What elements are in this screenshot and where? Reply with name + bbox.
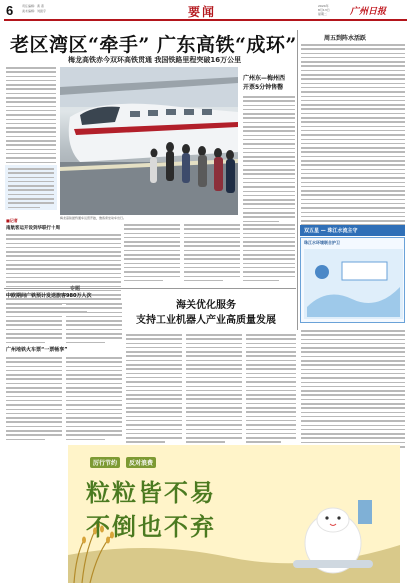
feature-text-2 <box>186 334 242 446</box>
left-column-text <box>6 67 56 174</box>
bottom-story1-title: 中欧期间广铁预计发送旅客980万人次 <box>6 293 92 299</box>
frugality-poster <box>68 445 400 583</box>
guard-box <box>300 237 405 323</box>
newspaper-logo: 广州日报 <box>350 7 387 17</box>
right-column-text <box>301 44 405 237</box>
poster-tags <box>90 457 156 468</box>
bottom-story2-text-b <box>66 357 122 443</box>
poster-slogan-line1: 粒粒皆不易 <box>86 478 216 507</box>
page-number: 6 <box>6 3 14 18</box>
header-divider <box>4 19 407 21</box>
poster-tag-2: 反对浪费 <box>126 457 156 468</box>
middle-column-text-3 <box>243 224 295 284</box>
feature-text-3 <box>246 334 296 446</box>
section-divider <box>4 288 296 289</box>
bottom-story1-text <box>6 303 62 346</box>
poster-slogan-line2: 不倒也不弃 <box>86 512 216 541</box>
high-speed-train-image <box>60 67 238 215</box>
train-photo <box>60 67 238 215</box>
left-info-box-text <box>8 168 54 211</box>
left-story-title: 南航客运开设到华联行十周 <box>6 226 60 231</box>
feature-tag: 专题 <box>70 286 81 292</box>
poster-tag-1: 厉行节约 <box>90 457 120 468</box>
feature-text-1 <box>126 334 182 446</box>
designer-credit: 美术编辑：刘振宇 <box>22 9 47 13</box>
guard-banner <box>300 225 405 236</box>
editor-credit: 责任编辑：黄 燕 <box>22 4 44 8</box>
guard-title: 珠江水环境联合护卫 <box>304 240 340 245</box>
guard-banner-text: 双五星 — 珠江水流主守 <box>304 228 358 234</box>
right-column-divider <box>297 30 298 330</box>
section-name: 要闻 <box>188 5 217 19</box>
feature-title-line1: 海关优化服务 <box>176 300 236 311</box>
right-column-title: 周五到阵水活跃 <box>324 35 367 42</box>
lead-subheadline: 梅龙高铁赤今双环高铁贯通 我国铁路里程突破16万公里 <box>68 56 242 64</box>
sub-story-text <box>243 96 295 225</box>
middle-column-text-2 <box>184 224 240 284</box>
feature-title-line2: 支持工业机器人产业高质量发展 <box>136 315 276 326</box>
date-year: 2024年 <box>318 4 329 8</box>
bottom-story1-text-b <box>66 303 122 346</box>
guard-illustration <box>302 247 405 323</box>
left-note-label: ■记者 <box>6 218 18 223</box>
right-lower-text <box>301 330 405 455</box>
photo-caption: 梅龙高铁最终通车运营开始，旅客乘坐动车出行。 <box>60 216 127 220</box>
date-day: 8月13日 <box>318 8 330 12</box>
bottom-story2-title: 广州地铁火车票“一票畅享” <box>6 347 68 353</box>
bottom-story2-text <box>6 357 62 443</box>
date-weekday: 星期二 <box>318 12 328 16</box>
sub-story-title: 广州东—梅州西 开票5分钟售罄 <box>243 75 286 91</box>
lead-headline: 老区湾区“牵手” 广东高铁“成环” <box>10 34 297 56</box>
middle-column-text-1 <box>124 224 180 284</box>
